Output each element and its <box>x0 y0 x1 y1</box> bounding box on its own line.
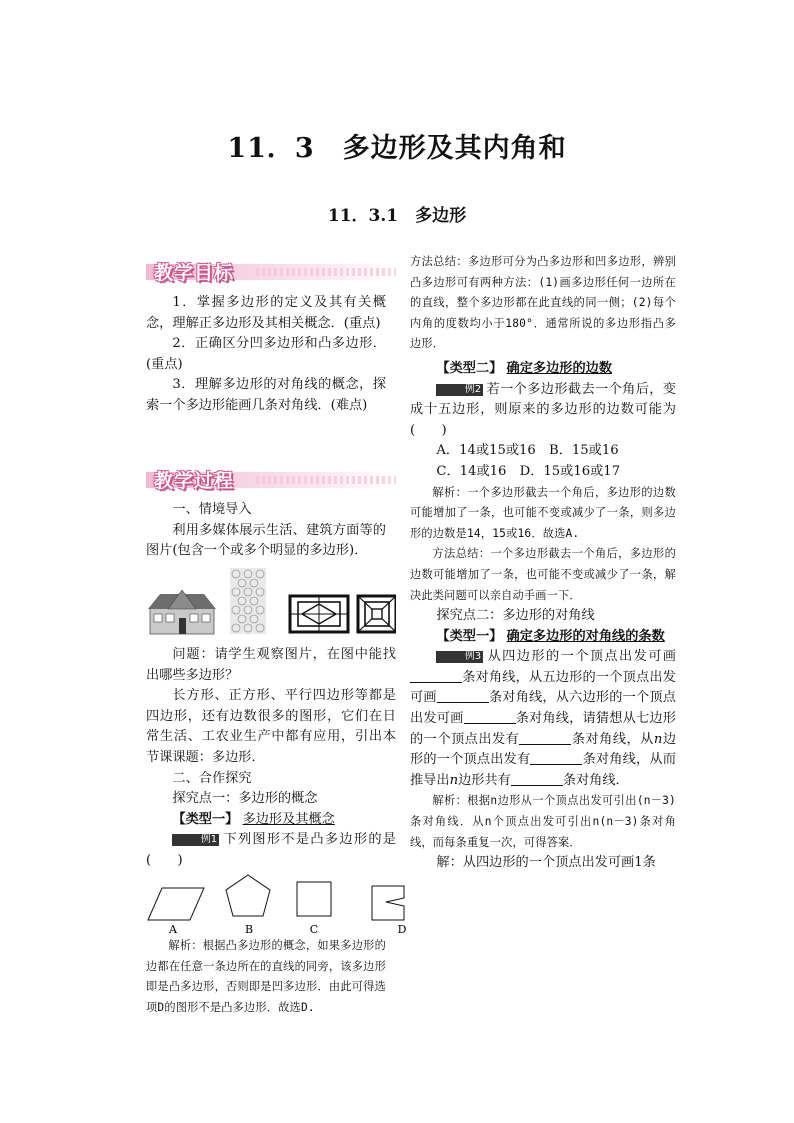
objective-item: 1．掌握多边形的定义及其有关概念，理解正多边形及其相关概念．(重点) <box>146 295 386 331</box>
type-label: 【类型一】 <box>172 811 239 827</box>
example-text: 条对角线． <box>562 772 629 788</box>
answer-blank[interactable] <box>464 710 516 724</box>
example-text: 下列图形不是凸多边形的是( ) <box>146 832 396 868</box>
example-text: 若一个多边形截去一个角后，变成十五边形，则原来的多边形的边数可能为( ) <box>410 381 676 438</box>
objectives-banner-label: 教学目标 <box>154 262 235 284</box>
intro-text: 利用多媒体展示生活、建筑方面等的图片(包含一个或多个明显的多边形)． <box>146 522 386 559</box>
shape-a-parallelogram <box>148 888 204 920</box>
type-label: 【类型二】 <box>436 360 503 376</box>
method-summary-2: 方法总结：一个多边形截去一个角后，多边形的边数可能增加了一条，也可能不变或减少了一条，解决此类问题可以亲自动手画一下． <box>410 547 676 602</box>
example-shapes <box>146 870 416 934</box>
answer-text: 长方形、正方形、平行四边形等都是四边形，还有边数很多的图形，它们在日常生活、工农业生产中都有应用，引出本节课课题：多边形． <box>146 688 396 765</box>
objective-item: 2．正确区分凹多边形和凸多边形．(重点) <box>146 336 386 372</box>
example-text: 条对角线，从而推导出 <box>410 752 676 788</box>
ex2-options-2: C．14或16 D．15或16或17 <box>436 463 621 479</box>
shape-label: D <box>397 923 407 934</box>
shape-b-pentagon <box>226 875 270 916</box>
intro-heading: 一、情境导入 <box>172 502 252 517</box>
type-title: 确定多边形的对角线的条数 <box>506 628 665 644</box>
answer-blank[interactable] <box>410 669 462 683</box>
type-title: 多边形及其概念 <box>242 811 335 827</box>
lattice-window-image <box>290 596 348 632</box>
type-label: 【类型一】 <box>436 628 503 644</box>
section-title: 11．3.1 多边形 <box>327 206 467 226</box>
objectives-banner <box>146 258 396 282</box>
type2-heading <box>410 359 676 380</box>
example-text: 边形共有 <box>458 772 511 788</box>
example-2 <box>410 380 676 442</box>
house-image <box>148 590 216 634</box>
ex3-solution: 解：从四边形的一个顶点出发可画1条 <box>436 855 656 871</box>
building-images <box>146 568 396 638</box>
page-title: 11．3 多边形及其内角和 <box>227 133 567 164</box>
objective-item: 3．理解多边形的对角线的概念，探索一个多边形能画几条对角线．(难点) <box>146 377 386 413</box>
example-text: 条对角线，从六边形的一个顶点出发可画 <box>410 690 676 727</box>
ex1-analysis: 解析：根据凸多边形的概念，如果多边形的边都在任意一条边所在的直线的同旁，该多边形即是凸多边形，否则即是凹多边形．由此可得选项D的图形不是凸多边形．故选D. <box>146 939 386 1014</box>
example-text: 边形的一个顶点出发有 <box>410 731 677 768</box>
example-badge: 例2 <box>436 384 483 396</box>
objectives-list <box>146 293 386 417</box>
answer-blank[interactable] <box>530 751 582 765</box>
example-badge: 例3 <box>436 651 483 663</box>
process-banner-label: 教学过程 <box>154 470 235 492</box>
variable-n: n <box>653 731 663 747</box>
type3-heading <box>410 627 676 648</box>
explore-heading: 二、合作探究 <box>172 770 252 786</box>
intro-block <box>146 500 386 562</box>
type1-heading <box>146 810 396 831</box>
example-text: 从四边形的一个顶点出发可画 <box>486 649 676 665</box>
type-title: 确定多边形的边数 <box>506 360 613 376</box>
point1-heading: 探究点一：多边形的概念 <box>172 791 318 807</box>
lattice-window-image <box>358 596 396 632</box>
answer-blank[interactable] <box>519 731 571 745</box>
answer-blank[interactable] <box>511 772 563 786</box>
method-summary-1: 方法总结：多边形可分为凸多边形和凹多边形，辨别凸多边形可有两种方法：(1)画多边形任何一边所在的直线，整个多边形都在此直线的同一侧；(2)每个内角的度数均小于180°．通常所说的多边形指凸多边形． <box>410 255 676 351</box>
tile-pattern-image <box>230 568 266 634</box>
shape-label: C <box>309 923 319 934</box>
example-1 <box>146 830 396 871</box>
question-text: 问题：请学生观察图片，在图中能找出哪些多边形？ <box>146 647 396 683</box>
example-text: 条对角线，请猜想从七边形的一个顶点出发有 <box>410 711 676 747</box>
right-column <box>410 252 676 874</box>
example-3 <box>410 647 676 791</box>
shape-d-concave <box>372 886 404 920</box>
ex2-options-1: A．14或15或16 B．15或16 <box>436 443 619 459</box>
point2-heading: 探究点二：多边形的对角线 <box>436 608 595 624</box>
example-text: 条对角线，从 <box>571 731 654 747</box>
example-badge: 例1 <box>172 834 219 846</box>
example-text: 条对角线，从五边形的一个顶点出发可画 <box>410 669 676 706</box>
shape-label: B <box>244 923 254 934</box>
process-banner <box>146 466 396 490</box>
intro-discussion <box>146 645 396 872</box>
variable-n: n <box>449 772 459 788</box>
shape-c-square <box>297 882 331 916</box>
ex1-analysis-block <box>146 936 386 1018</box>
shape-label: A <box>169 923 177 934</box>
answer-blank[interactable] <box>437 689 489 703</box>
ex3-analysis: 解析：根据n边形从一个顶点出发可引出(n－3)条对角线．从n个顶点出发可引出n(n－3)条对角线，而每条重复一次，可得答案． <box>410 794 676 849</box>
ex2-analysis: 解析：一个多边形截去一个角后，多边形的边数可能增加了一条，也可能不变或减少了一条，则多边形的边数是14，15或16．故选A. <box>410 485 676 540</box>
